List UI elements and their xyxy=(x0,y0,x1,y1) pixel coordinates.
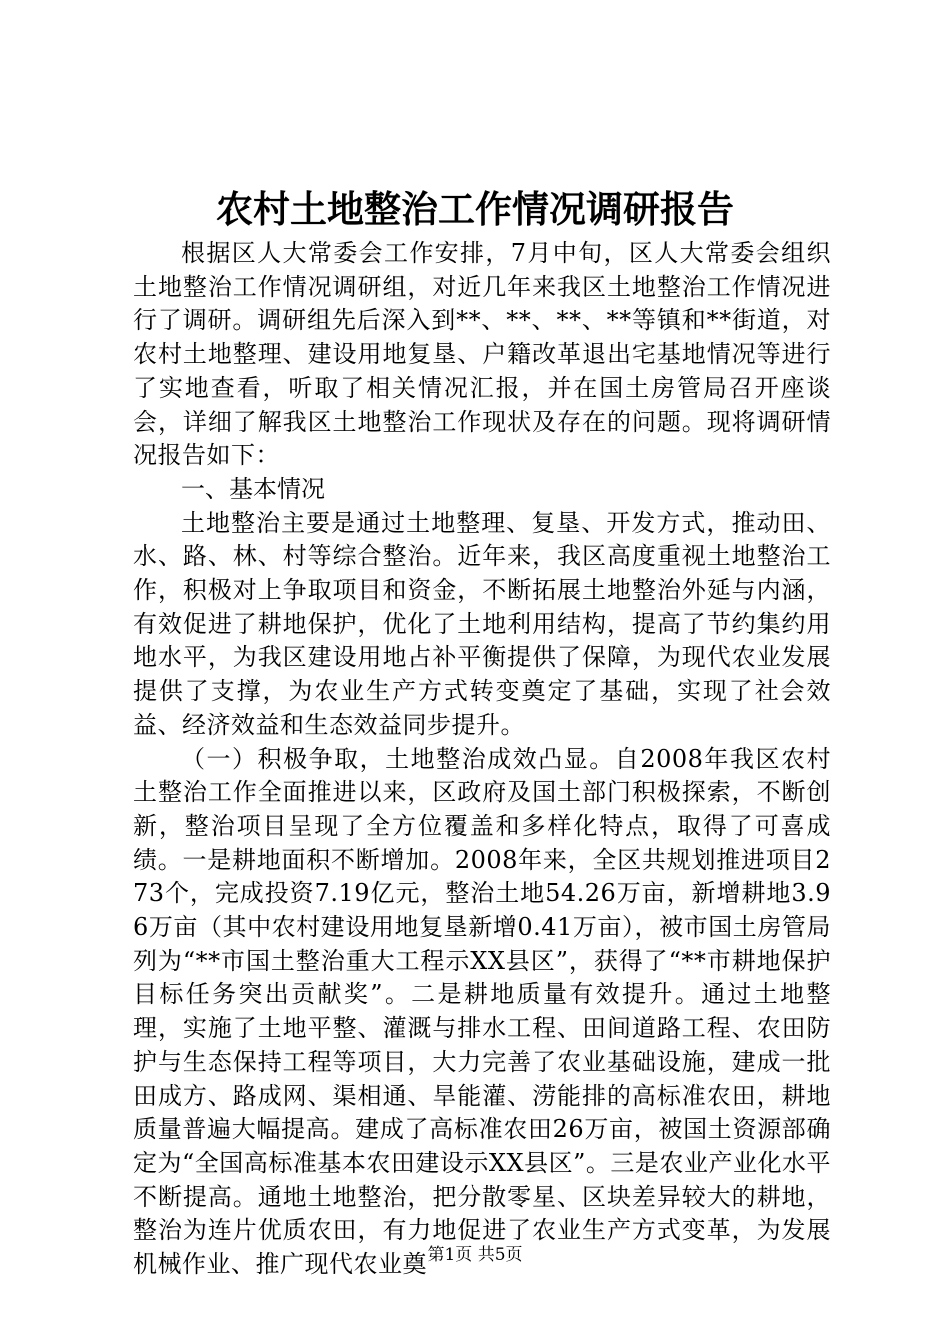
document-title: 农村土地整治工作情况调研报告 xyxy=(216,187,734,231)
document-body xyxy=(133,237,831,1282)
overview-paragraph: 土地整治主要是通过土地整理、复垦、开发方式，推动田、水、路、林、村等综合整治。近年来，我区高度重视土地整治工作，积极对上争取项目和资金，不断拓展土地整治外延与内涵，有效促进了耕地保护，优化了土地利用结构，提高了节约集约用地水平，为我区建设用地占补平衡提供了保障，为现代农业发展提供了支撑，为农业生产方式转变奠定了基础，实现了社会效益、经济效益和生态效益同步提升。 xyxy=(133,508,831,739)
section-heading-basic-situation: 一、基本情况 xyxy=(181,474,325,503)
page-footer: 第1页 共5页 xyxy=(427,1245,523,1265)
intro-paragraph: 根据区人大常委会工作安排，7月中旬，区人大常委会组织土地整治工作情况调研组，对近几年来我区土地整治工作情况进行了调研。调研组先后深入到**、**、**、**等镇和**街道，对农村土地整理、建设用地复垦、户籍改革退出宅基地情况等进行了实地查看，听取了相关情况汇报，并在国土房管局召开座谈会，详细了解我区土地整治工作现状及存在的问题。现将调研情况报告如下： xyxy=(133,239,831,470)
achievements-paragraph: （一）积极争取，土地整治成效凸显。自2008年我区农村土整治工作全面推进以来，区政府及国土部门积极探索，不断创新，整治项目呈现了全方位覆盖和多样化特点，取得了可喜成绩。一是耕地面积不断增加。2008年来，全区共规划推进项目273个，完成投资7.19亿元，整治土地54.26万亩，新增耕地3.96万亩（其中农村建设用地复垦新增0.41万亩），被市国土房管局列为“**市国土整治重大工程示XX县区”，获得了“**市耕地保护目标任务突出贡献奖”。二是耕地质量有效提升。通过土地整理，实施了土地平整、灌溉与排水工程、田间道路工程、农田防护与生态保持工程等项目，大力完善了农业基础设施，建成一批田成方、路成网、渠相通、旱能灌、涝能排的高标准农田，耕地质量普遍大幅提高。建成了高标准农田26万亩，被国土资源部确定为“全国高标准基本农田建设示XX县区”。三是农业产业化水平不断提高。通地土地整治，把分散零星、区块差异较大的耕地，整治为连片优质农田，有力地促进了农业生产方式变革，为发展机械作业、推广现代农业奠 xyxy=(133,744,831,1279)
